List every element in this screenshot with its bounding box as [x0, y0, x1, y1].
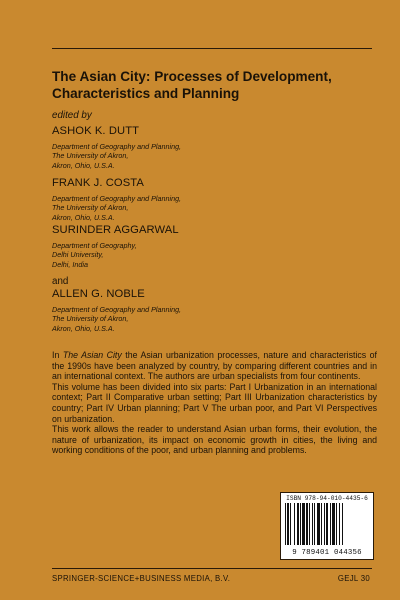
top-rule: [52, 48, 372, 49]
series-code: GEJL 30: [337, 574, 370, 583]
title-line-1: The Asian City: Processes of Development,: [52, 69, 332, 84]
bottom-rule: [52, 568, 372, 569]
book-title: [52, 68, 372, 102]
isbn-label: ISBN 978-94-010-4435-6: [286, 495, 368, 502]
description-paragraph: This work allows the reader to understand Asian urban forms, their evolution, the nature of urbanization, its impact on economic growth in cities, the living and working conditions of the poor, and urban planning and problems.: [52, 424, 377, 456]
editor-block: [52, 125, 352, 170]
editor-block: [52, 224, 352, 269]
barcode-bar: [302, 503, 305, 545]
affiliation-line: Department of Geography,: [52, 241, 137, 250]
edited-by-label: edited by: [52, 110, 92, 121]
barcode-bar: [342, 503, 343, 545]
editor-affiliation: [52, 305, 352, 333]
description-paragraph: This volume has been divided into six parts: Part I Urbanization in an international context; Part II Comparative urban setting; Part III Urbanization characteristics by country; Part IV Urban planning; Part V The urban poor, and Part VI Perspectives on urbanization.: [52, 381, 377, 424]
barcode-digits: 9 789401 044356: [292, 549, 362, 557]
affiliation-line: Akron, Ohio, U.S.A.: [52, 323, 115, 333]
publisher-name: SPRINGER-SCIENCE+BUSINESS MEDIA, B.V.: [52, 574, 231, 583]
barcode-bar: [297, 503, 299, 545]
barcode-bar: [287, 503, 289, 545]
barcode-bar: [326, 503, 328, 545]
barcode-bar: [317, 503, 320, 545]
editor-block: [52, 288, 352, 333]
editor-name: SURINDER AGGARWAL: [52, 224, 179, 236]
and-label: and: [52, 276, 69, 287]
editor-affiliation: [52, 194, 352, 222]
description-paragraph: [52, 350, 377, 382]
isbn-barcode: [280, 492, 374, 560]
affiliation-line: The University of Akron,: [52, 203, 129, 213]
barcode-bar: [321, 503, 322, 545]
editor-name: FRANK J. COSTA: [52, 177, 144, 189]
book-description: [52, 350, 377, 456]
affiliation-line: Akron, Ohio, U.S.A.: [52, 212, 115, 222]
barcode-bar: [330, 503, 331, 545]
affiliation-line: Delhi University,: [52, 250, 104, 260]
barcode-bar: [294, 503, 295, 545]
title-line-2: Characteristics and Planning: [52, 86, 240, 101]
barcode-bar: [324, 503, 325, 545]
barcode-bars: [285, 503, 369, 545]
barcode-bar: [285, 503, 286, 545]
description-text: the Asian urbanization processes, nature and characteristics of the 1990s have been analyzed by country, by comparing different countries and in an international context. The authors are urban specialists from four continents.: [52, 350, 378, 382]
affiliation-line: Delhi, India: [52, 259, 88, 269]
editor-affiliation: [52, 142, 352, 170]
barcode-bar: [336, 503, 337, 545]
editor-name: ALLEN G. NOBLE: [52, 288, 145, 300]
affiliation-line: Department of Geography and Planning,: [52, 194, 182, 203]
barcode-bar: [312, 503, 313, 545]
affiliation-line: Akron, Ohio, U.S.A.: [52, 160, 115, 170]
book-title-italic: The Asian City: [62, 350, 122, 360]
barcode-bar: [314, 503, 315, 545]
barcode-bar: [290, 503, 291, 545]
barcode-bar: [332, 503, 335, 545]
affiliation-line: Department of Geography and Planning,: [52, 305, 182, 314]
barcode-bar: [300, 503, 301, 545]
barcode-bar: [306, 503, 308, 545]
editor-affiliation: [52, 241, 352, 269]
barcode-bar: [339, 503, 340, 545]
editor-block: [52, 177, 352, 222]
affiliation-line: Department of Geography and Planning,: [52, 142, 182, 151]
affiliation-line: The University of Akron,: [52, 314, 129, 324]
affiliation-line: The University of Akron,: [52, 151, 129, 161]
editor-name: ASHOK K. DUTT: [52, 125, 140, 137]
barcode-bar: [309, 503, 310, 545]
description-text: In: [52, 350, 63, 360]
